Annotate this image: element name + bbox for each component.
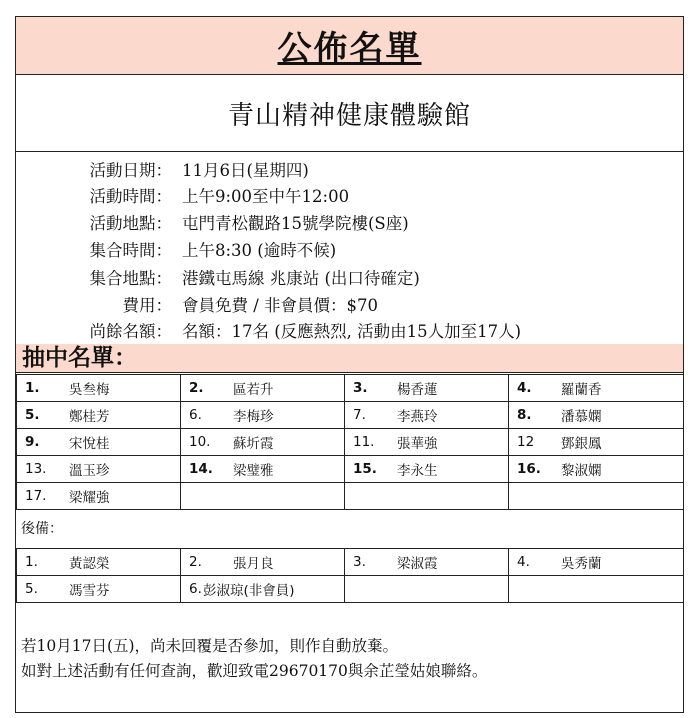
list-number: 2. xyxy=(189,380,204,396)
detail-value: 屯門青松觀路15號學院樓(S座) xyxy=(182,214,409,233)
table-row xyxy=(17,429,684,456)
participant-name: 吳秀蘭 xyxy=(561,556,602,572)
list-number: 9. xyxy=(25,434,40,450)
list-number: 12 xyxy=(517,434,535,450)
participant-name: 梁耀強 xyxy=(69,490,110,506)
page-title: 公佈名單 xyxy=(277,29,422,69)
table-row xyxy=(17,375,684,402)
list-number: 6. xyxy=(189,581,202,597)
list-number: 3. xyxy=(353,554,366,570)
notes-section xyxy=(16,634,683,684)
participant-name: 張華強 xyxy=(397,436,438,452)
list-number: 8. xyxy=(517,407,532,423)
table-row xyxy=(17,402,684,429)
reply-deadline-note: 若10月17日(五)，尚未回覆是否參加，則作自動放棄。 xyxy=(21,637,399,655)
detail-value: 港鐵屯馬線 兆康站 (出口待確定) xyxy=(182,269,420,288)
participant-name: 梁淑霞 xyxy=(397,556,438,572)
contact-note: 如對上述活動有任何查詢，歡迎致電29670170與余芷瑩姑娘聯絡。 xyxy=(21,662,488,680)
list-number: 5. xyxy=(25,407,40,423)
detail-value: 上午8:30 (逾時不候) xyxy=(182,241,337,260)
participant-name: 楊香蓮 xyxy=(397,382,438,398)
participant-name: 張月良 xyxy=(233,556,274,572)
participant-name: 宋悅桂 xyxy=(69,436,110,452)
detail-row-meeting-time xyxy=(16,236,336,262)
selected-list-table xyxy=(16,374,684,510)
participant-name: 鄭桂芳 xyxy=(69,409,110,425)
detail-label: 集合地點： xyxy=(89,269,172,288)
detail-label: 活動時間： xyxy=(89,187,172,206)
detail-row-time xyxy=(16,182,349,208)
list-number: 6. xyxy=(189,407,202,423)
participant-name: 潘慕嫻 xyxy=(561,409,602,425)
list-number: 14. xyxy=(189,461,213,477)
participant-name: 黃認榮 xyxy=(69,556,110,572)
detail-value: 11月6日(星期四) xyxy=(182,161,309,180)
header-banner xyxy=(16,17,683,75)
participant-name: 羅蘭香 xyxy=(561,382,602,398)
detail-value: 上午9:00至中午12:00 xyxy=(182,187,350,206)
backup-list-label: 後備： xyxy=(21,521,63,537)
detail-row-quota xyxy=(16,317,521,343)
selected-list-heading: 抽中名單： xyxy=(16,344,683,373)
list-number: 11. xyxy=(353,434,375,450)
participant-name: 蘇圻霞 xyxy=(233,436,274,452)
detail-label: 活動日期： xyxy=(89,161,172,180)
detail-label: 活動地點： xyxy=(89,214,172,233)
detail-label: 集合時間： xyxy=(89,241,172,260)
participant-name: 李梅珍 xyxy=(233,409,274,425)
table-row xyxy=(17,483,684,510)
list-number: 15. xyxy=(353,461,377,477)
participant-name: 李永生 xyxy=(397,463,438,479)
participant-name: 溫玉珍 xyxy=(69,463,110,479)
detail-row-location xyxy=(16,209,409,235)
venue-section xyxy=(16,75,683,152)
venue-name: 青山精神健康體驗館 xyxy=(227,100,471,131)
detail-label: 尚餘名額： xyxy=(89,322,172,341)
detail-row-date xyxy=(16,156,309,182)
participant-name: 區若升 xyxy=(233,382,274,398)
list-number: 10. xyxy=(189,434,211,450)
list-number: 2. xyxy=(189,554,202,570)
table-row xyxy=(17,456,684,483)
table-row xyxy=(17,549,684,576)
detail-row-fee xyxy=(16,291,378,317)
detail-value: 名額：17名 (反應熱烈, 活動由15人加至17人) xyxy=(182,322,522,341)
participant-name: 馮雪芬 xyxy=(69,583,110,599)
list-number: 13. xyxy=(25,461,47,477)
list-number: 4. xyxy=(517,380,532,396)
participant-name: 梁璧雅 xyxy=(233,463,274,479)
participant-name: 黎淑嫻 xyxy=(561,463,602,479)
list-number: 1. xyxy=(25,554,38,570)
detail-value: 會員免費 / 非會員價：$70 xyxy=(182,296,379,315)
list-number: 16. xyxy=(517,461,541,477)
detail-label: 費用： xyxy=(122,296,172,315)
list-number: 5. xyxy=(25,581,38,597)
participant-name: 鄧銀鳳 xyxy=(561,436,602,452)
list-number: 3. xyxy=(353,380,368,396)
detail-row-meeting-place xyxy=(16,264,420,290)
participant-name: 彭淑琼(非會員) xyxy=(203,583,295,599)
participant-name: 吳叁梅 xyxy=(69,382,110,398)
list-number: 1. xyxy=(25,380,40,396)
event-details xyxy=(16,152,683,346)
list-number: 17. xyxy=(25,488,47,504)
notice-sheet xyxy=(15,16,684,713)
list-number: 7. xyxy=(353,407,366,423)
participant-name: 李燕玲 xyxy=(397,409,438,425)
list-number: 4. xyxy=(517,554,530,570)
table-row xyxy=(17,576,684,603)
backup-list-table xyxy=(16,548,684,603)
